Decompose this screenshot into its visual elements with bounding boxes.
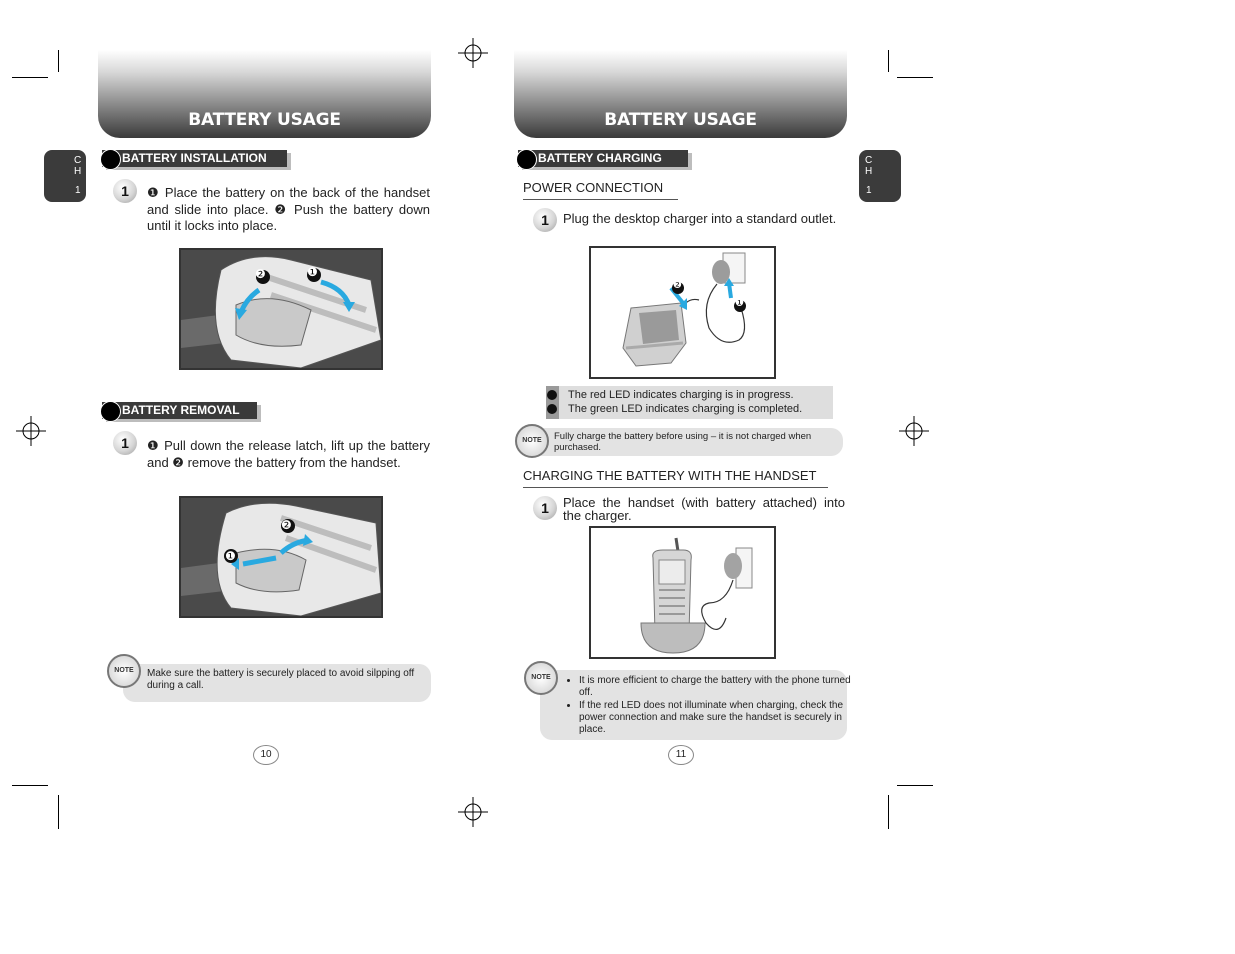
crop-mark [888,50,889,72]
step-text: ❶ Pull down the release latch, lift up the battery and ❷ remove the battery from the handset. [147,438,430,470]
led-green-icon [547,404,557,414]
crop-mark [897,77,933,78]
note-icon: NOTE [515,424,549,458]
note-icon: NOTE [524,661,558,695]
note-bullet: • If the red LED does not illuminate when charging, check the power connection and make sure the handset is securely in place. [579,700,851,736]
step-number: 1 [113,431,137,455]
note-text: Fully charge the battery before using – it is not charged when purchased. [554,431,812,453]
bullet-dot-icon [516,149,537,170]
led-line: The red LED indicates charging is in progress. [568,389,794,401]
note-box [540,670,851,740]
right-page-header [514,50,847,138]
figure-callout: ❶ [735,298,744,309]
bullet-dot-icon [100,401,121,422]
step-number: 1 [533,496,557,520]
page-number: 10 [253,745,279,765]
section-title-removal: BATTERY REMOVAL [102,402,257,419]
chapter-tab-letter: H [74,166,82,177]
subhead-charging-with-handset: CHARGING THE BATTERY WITH THE HANDSET [523,468,828,488]
chapter-tab-letter: C [74,155,82,166]
section-title-charging: BATTERY CHARGING [518,150,688,167]
handset-in-charger-illustration-icon [591,528,774,657]
step-text: Plug the desktop charger into a standard outlet. [563,211,837,226]
registration-mark-icon [899,416,929,446]
page-number: 11 [668,745,694,765]
battery-installation-figure [179,248,383,370]
hand-battery-illustration-icon [181,250,381,368]
section-title-installation: BATTERY INSTALLATION [102,150,287,167]
registration-mark-icon [458,797,488,827]
chapter-tab [859,150,901,202]
figure-callout: ❶ [225,549,236,563]
chapter-tab-number: 1 [866,185,872,196]
desktop-charger-figure [589,246,776,379]
crop-mark [12,785,48,786]
registration-mark-icon [16,416,46,446]
step-text: Place the handset (with battery attached) into the charger. [563,495,845,523]
step-text: ❶ Place the battery on the back of the handset and slide into place. ❷ Push the battery down until it locks into place. [147,185,430,233]
battery-removal-figure [179,496,383,618]
note-bullet: • It is more efficient to charge the battery with the phone turned off. [579,675,851,699]
note-icon: NOTE [107,654,141,688]
crop-mark [897,785,933,786]
figure-callout: ❶ [307,265,318,279]
chapter-tab [44,150,86,202]
subhead-power-connection: POWER CONNECTION [523,180,678,200]
left-page-header [98,50,431,138]
hand-battery-illustration-icon [181,498,381,616]
bullet-dot-icon [100,149,121,170]
note-box [531,428,843,456]
crop-mark [888,795,889,829]
led-info-box [546,386,833,419]
crop-mark [58,795,59,829]
note-box [123,664,431,702]
crop-mark [58,50,59,72]
page-title: BATTERY USAGE [188,110,341,130]
figure-callout: ❷ [255,267,266,281]
figure-callout: ❷ [673,280,682,291]
note-bullet-list [565,675,851,737]
step-number: 1 [113,179,137,203]
charger-outlet-illustration-icon [591,248,774,377]
crop-mark [12,77,48,78]
led-line: The green LED indicates charging is completed. [568,403,803,415]
led-red-icon [547,390,557,400]
chapter-tab-letter: C [865,155,873,166]
figure-callout: ❷ [281,518,292,532]
chapter-tab-letter: H [865,166,873,177]
handset-charger-figure [589,526,776,659]
step-number: 1 [533,208,557,232]
note-text: Make sure the battery is securely placed to avoid silpping off during a call. [147,668,415,691]
page-title: BATTERY USAGE [604,110,757,130]
registration-mark-icon [458,38,488,68]
chapter-tab-number: 1 [75,185,81,196]
